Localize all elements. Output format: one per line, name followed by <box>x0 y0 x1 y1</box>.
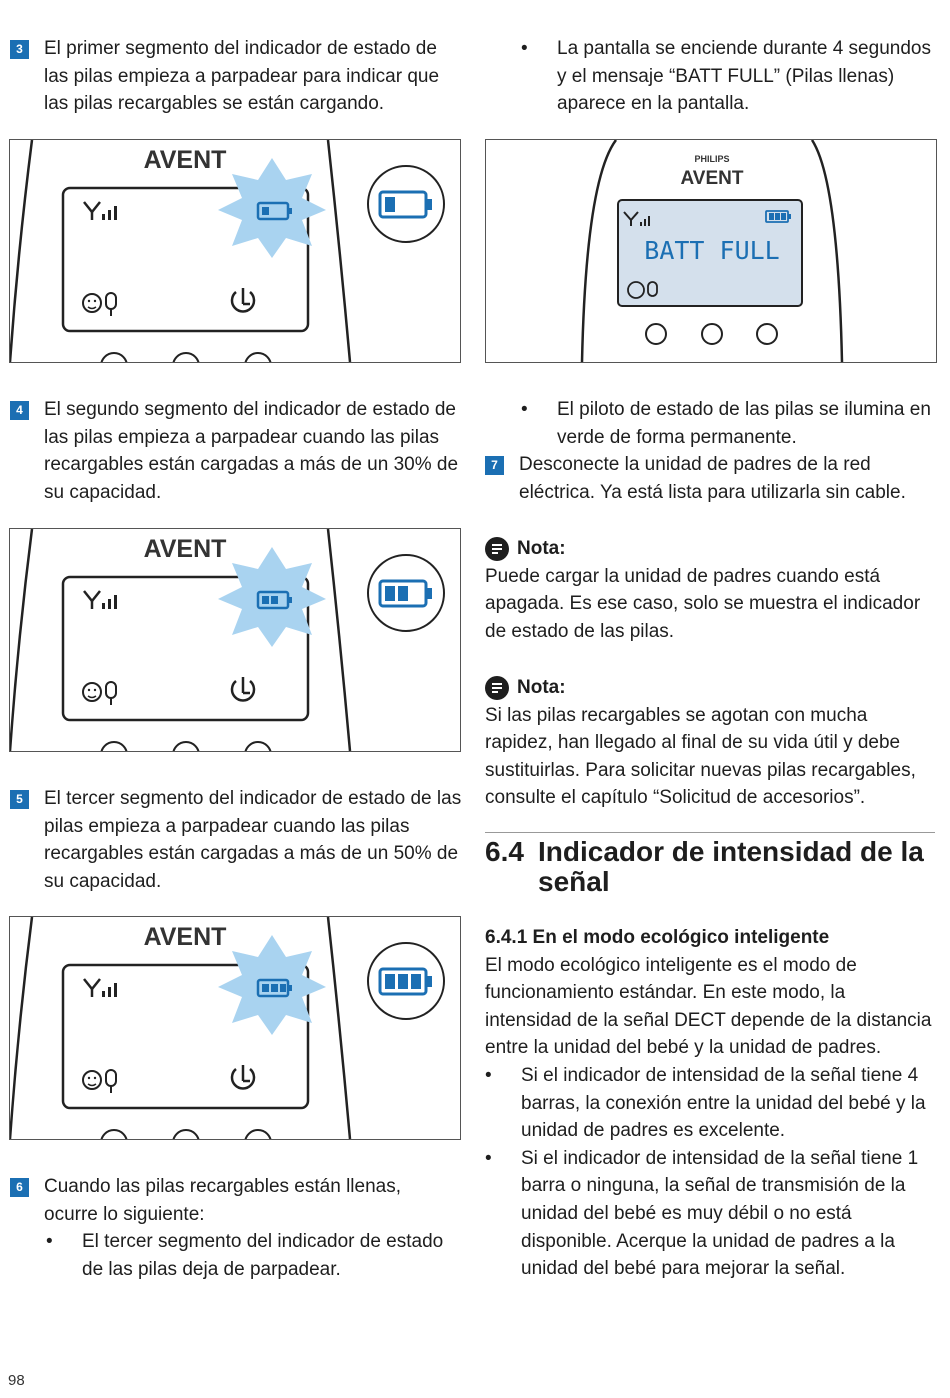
subsection-6-4-1 <box>485 924 935 1283</box>
section-heading <box>485 832 935 897</box>
step-number: 6 <box>10 1178 29 1197</box>
signal-bullet-2: • Si el indicador de intensidad de la señal tiene 1 barra o ninguna, la señal de transmisión de la unidad del bebé es muy débil o no está disponible. Acerque la unidad de padres a la unidad del bebé para mejorar la señal. <box>521 1147 919 1280</box>
subsection-number: 6.4.1 <box>485 927 528 948</box>
note-text: Si las pilas recargables se agotan con mucha rapidez, han llegado al final de su vida útil y debe sustituirlas. Para solicitar nuevas pilas recargables, consulte el capítulo “Solicitud de accesorios”. <box>485 704 916 809</box>
step-number: 7 <box>485 456 504 475</box>
note-title: Nota: <box>517 538 566 559</box>
bullet-text: • La pantalla se enciende durante 4 segundos y el mensaje “BATT FULL” (Pilas llenas) aparece en la pantalla. <box>557 38 931 115</box>
step-3 <box>10 35 460 118</box>
batt-full-message: BATT FULL <box>644 236 780 265</box>
step-text: Desconecte la unidad de padres de la red eléctrica. Ya está lista para utilizarla sin cable. <box>519 454 906 503</box>
bullet-text: • El tercer segmento del indicador de estado de las pilas deja de parpadear. <box>82 1231 444 1280</box>
brand-logo: AVENT <box>143 535 227 563</box>
bullet-text: • El piloto de estado de las pilas se ilumina en verde de forma permanente. <box>557 399 931 448</box>
bullet-batt-full <box>485 35 940 118</box>
brand-logo: AVENT <box>680 168 744 189</box>
step-4 <box>10 396 460 506</box>
page-number: 98 <box>8 1372 25 1389</box>
section-title: Indicador de intensidad de la señal <box>538 836 924 897</box>
note-2 <box>485 674 940 812</box>
step-text: El segundo segmento del indicador de estado de las pilas empieza a parpadear cuando las pilas recargables están cargadas a más de un 30% de su capacidad. <box>44 399 459 503</box>
flash-burst <box>218 158 326 258</box>
brand-logo: AVENT <box>143 146 227 174</box>
subsection-title: En el modo ecológico inteligente <box>532 927 830 948</box>
step-text: El primer segmento del indicador de estado de las pilas empieza a parpadear para indicar que las pilas recargables se están cargando. <box>44 38 440 115</box>
step-6 <box>10 1173 460 1283</box>
philips-logo: PHILIPS <box>694 154 730 164</box>
note-title: Nota: <box>517 677 566 698</box>
note-text: Puede cargar la unidad de padres cuando está apagada. Es ese caso, solo se muestra el indicador de estado de las pilas. <box>485 565 921 642</box>
signal-bullet-1: • Si el indicador de intensidad de la señal tiene 4 barras, la conexión entre la unidad del bebé y la unidad de padres es excelente. <box>521 1064 926 1142</box>
step-text: El tercer segmento del indicador de estado de las pilas empieza a parpadear cuando las pilas recargables están cargadas a más de un 50% de su capacidad. <box>44 788 462 892</box>
brand-logo: AVENT <box>143 923 227 951</box>
step-5 <box>10 785 465 895</box>
figure-battery-segment-3 <box>9 916 461 1140</box>
figure-batt-full <box>485 139 937 363</box>
figure-battery-segment-2 <box>9 528 461 752</box>
step-number: 3 <box>10 40 29 59</box>
step-number: 4 <box>10 401 29 420</box>
subsection-intro: El modo ecológico inteligente es el modo de funcionamiento estándar. En este modo, la intensidad de la señal DECT depende de la distancia entre la unidad del bebé y la unidad de padres. <box>485 954 932 1059</box>
note-icon <box>485 676 509 700</box>
section-number: 6.4 <box>485 836 524 867</box>
step-text: Cuando las pilas recargables están llenas, ocurre lo siguiente: <box>44 1176 401 1225</box>
note-1 <box>485 535 940 645</box>
right-column-block <box>485 396 940 506</box>
figure-battery-segment-1 <box>9 139 461 363</box>
step-number: 5 <box>10 790 29 809</box>
note-icon <box>485 537 509 561</box>
